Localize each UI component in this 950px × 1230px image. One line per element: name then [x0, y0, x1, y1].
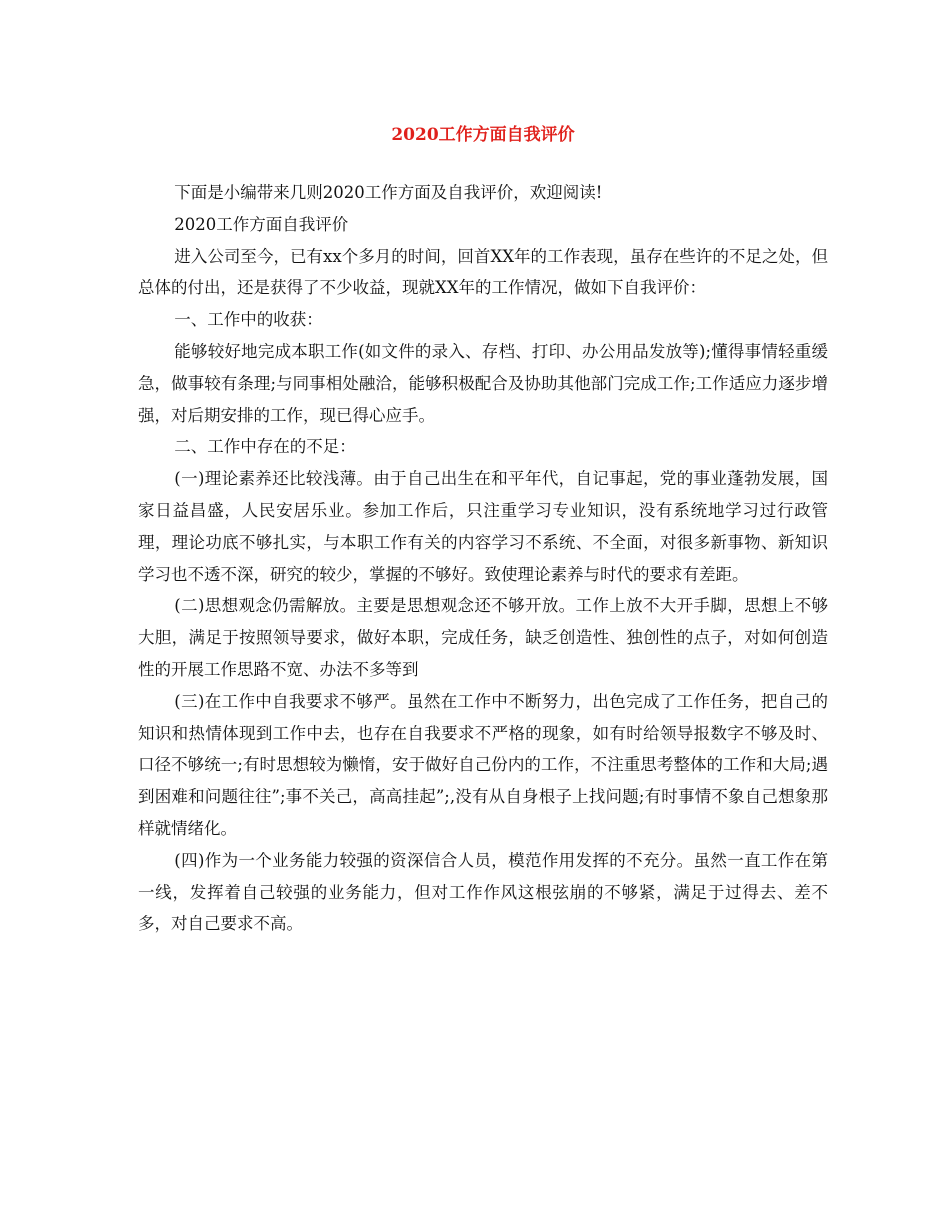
section-heading-shortcomings: 二、工作中存在的不足：: [174, 437, 356, 457]
paragraph-shortcoming-4: (四)作为一个业务能力较强的资深信合人员，模范作用发挥的不充分。虽然一直工作在第一线，发挥着自己较强的业务能力，但对工作作风这根弦崩的不够紧，满足于过得去、差不多，对自己要求不高。: [138, 850, 828, 934]
paragraph-gains: 能够较好地完成本职工作(如文件的录入、存档、打印、办公用品发放等);懂得事情轻重缓急，做事较有条理;与同事相处融洽，能够积极配合及协助其他部门完成工作;工作适应力逐步增强，对后期安排的工作，现已得心应手。: [138, 341, 828, 425]
document-title: 2020工作方面自我评价: [391, 125, 575, 145]
paragraph-subtitle: 2020工作方面自我评价: [174, 214, 349, 234]
document-page: [138, 0, 828, 940]
section-heading-gains: 一、工作中的收获：: [174, 310, 323, 330]
paragraph-shortcoming-3: (三)在工作中自我要求不够严。虽然在工作中不断努力，出色完成了工作任务，把自己的知识和热情体现到工作中去，也存在自我要求不严格的现象，如有时给领导报数字不够及时、口径不够统一;有时思想较为懒惰，安于做好自己份内的工作，不注重思考整体的工作和大局;遇到困难和问题往往”;事不关己，高高挂起”;,没有从自身根子上找问题;有时事情不象自己想象那样就情绪化。: [138, 691, 828, 838]
paragraph-shortcoming-2: (二)思想观念仍需解放。主要是思想观念还不够开放。工作上放不大开手脚，思想上不够大胆，满足于按照领导要求，做好本职，完成任务，缺乏创造性、独创性的点子，对如何创造性的开展工作思路不宽、办法不多等到: [138, 596, 828, 679]
paragraph-opening: 进入公司至今，已有xx个多月的时间，回首XX年的工作表现，虽存在些许的不足之处，但总体的付出，还是获得了不少收益，现就XX年的工作情况，做如下自我评价：: [138, 246, 828, 298]
paragraph-shortcoming-1: (一)理论素养还比较浅薄。由于自己出生在和平年代，自记事起，党的事业蓬勃发展，国家日益昌盛，人民安居乐业。参加工作后，只注重学习专业知识，没有系统地学习过行政管理，理论功底不够扎实，与本职工作有关的内容学习不系统、不全面，对很多新事物、新知识学习也不透不深，研究的较少，掌握的不够好。致使理论素养与时代的要求有差距。: [138, 469, 828, 584]
paragraph-intro: 下面是小编带来几则2020工作方面及自我评价，欢迎阅读!: [174, 183, 603, 202]
document-body: [138, 177, 828, 940]
